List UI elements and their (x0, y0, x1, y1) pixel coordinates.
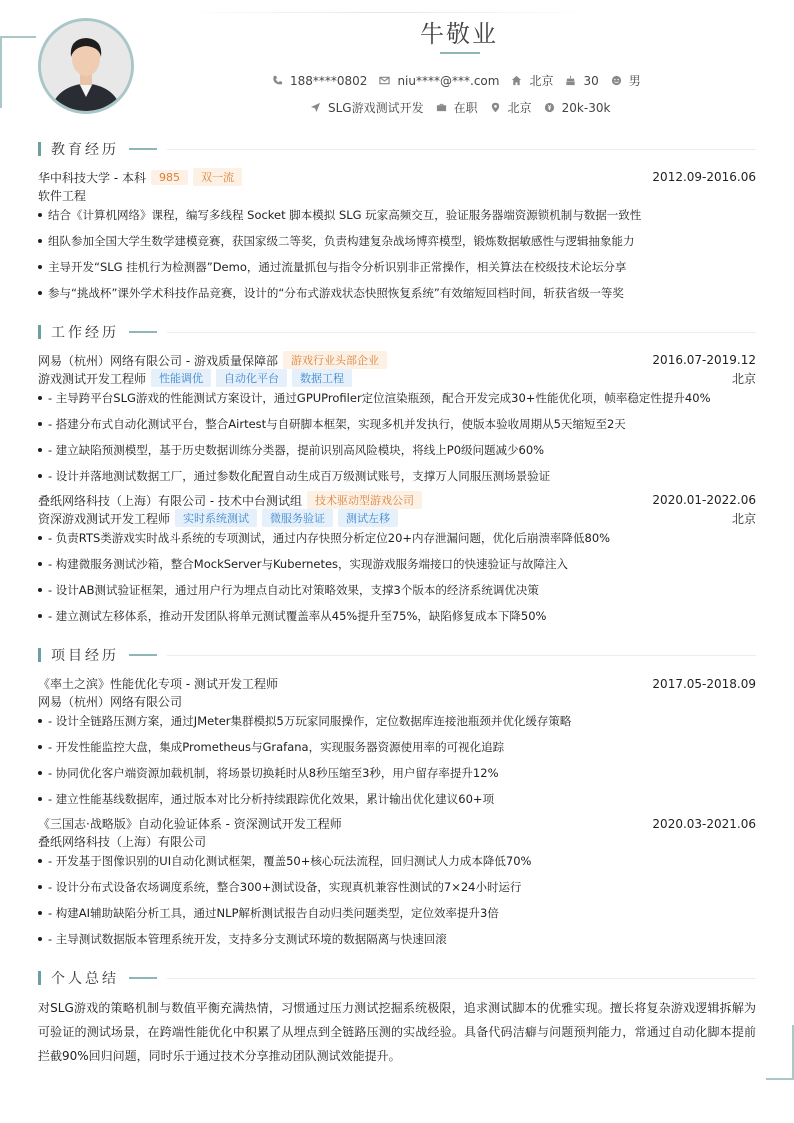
location-pin-icon (490, 102, 501, 113)
project-company: 网易（杭州）网络有限公司 (38, 695, 183, 709)
list-item-text: 参与“挑战杯”课外学术科技作品竞赛，设计的“分布式游戏状态快照恢复系统”有效缩短回档时间，斩获省级一等奖 (48, 286, 624, 300)
list-item (38, 416, 756, 432)
list-item (38, 853, 756, 869)
project-company-row (38, 833, 756, 850)
bullet-dot (38, 719, 42, 723)
job-intention-row (310, 99, 622, 116)
job-company: 叠纸网络科技（上海）有限公司 - 技术中台测试组 (38, 493, 302, 508)
job-header (38, 351, 756, 369)
project-company-row (38, 693, 756, 710)
job-role-row (38, 369, 756, 387)
project-period: 2017.05-2018.09 (652, 676, 756, 691)
age-text: 30 (583, 73, 599, 88)
list-item (38, 442, 756, 458)
email-icon (379, 75, 390, 86)
list-item (38, 713, 756, 729)
bullet-dot (38, 911, 42, 915)
section-bar (38, 971, 41, 985)
skill-tag: 数据工程 (292, 369, 352, 387)
education-header (38, 168, 756, 186)
education-major: 软件工程 (38, 189, 87, 203)
section-title-work (38, 323, 756, 341)
list-item (38, 468, 756, 484)
list-item-text: - 开发基于图像识别的UI自动化测试框架，覆盖50+核心玩法流程，回归测试人力成本降低70% (48, 854, 532, 868)
section-rule (167, 332, 756, 333)
bullet-dot (38, 422, 42, 426)
bullet-dot (38, 771, 42, 775)
status-item (436, 99, 478, 116)
bullet-dot (38, 265, 42, 269)
job-header (38, 491, 756, 509)
skill-tag: 实时系统测试 (175, 509, 257, 527)
status-text: 在职 (453, 101, 478, 115)
list-item-text: - 建立测试左移体系，推动开发团队将单元测试覆盖率从45%提升至75%，缺陷修复成本下降50% (48, 609, 547, 623)
section-rule (167, 655, 756, 656)
job-role: 游戏测试开发工程师 (38, 371, 147, 386)
contact-info-row (272, 72, 653, 89)
list-item (38, 556, 756, 572)
bullet-dot (38, 885, 42, 889)
list-item-text: - 主导测试数据版本管理系统开发，支持多分支测试环境的数据隔离与快速回滚 (48, 932, 447, 946)
bullet-dot (38, 614, 42, 618)
list-item-text: - 设计AB测试验证框架，通过用户行为埋点自动比对策略效果，支撑3个版本的经济系统调优决策 (48, 583, 539, 597)
list-item (38, 765, 756, 781)
list-item-text: - 设计并落地测试数据工厂，通过参数化配置自动生成百万级测试账号，支撑万人同服压测场景验证 (48, 469, 551, 483)
section-bar (38, 142, 41, 156)
section-title-text: 工作经历 (51, 325, 119, 341)
list-item-text: - 设计分布式设备农场调度系统，整合300+测试设备，实现真机兼容性测试的7×24小时运行 (48, 880, 522, 894)
section-accent-line (129, 148, 157, 150)
project-company: 叠纸网络科技（上海）有限公司 (38, 835, 207, 849)
project-name: 《率土之滨》性能优化专项 - 测试开发工程师 (38, 677, 278, 691)
list-item (38, 207, 756, 223)
list-item (38, 390, 756, 406)
list-item-text: - 协同优化客户端资源加载机制，将场景切换耗时从8秒压缩至3秒，用户留存率提升12% (48, 766, 499, 780)
bullet-dot (38, 291, 42, 295)
section-accent-line (129, 977, 157, 979)
list-item (38, 791, 756, 807)
gender-text: 男 (628, 74, 641, 88)
skill-tag: 微服务验证 (262, 509, 333, 527)
company-tag: 技术驱动型游戏公司 (307, 491, 422, 509)
home-icon (511, 75, 522, 86)
bullet-dot (38, 239, 42, 243)
list-item-text: - 搭建分布式自动化测试平台，整合Airtest与自研脚本框架，实现多机并发执行，使版本验收周期从5天缩短至2天 (48, 417, 626, 431)
section-title-summary (38, 969, 756, 987)
section-title-projects (38, 646, 756, 664)
job-period: 2020.01-2022.06 (652, 493, 756, 507)
list-item (38, 530, 756, 546)
section-bar (38, 648, 41, 662)
list-item (38, 739, 756, 755)
skill-tag: 自动化平台 (216, 369, 287, 387)
job-role-row (38, 509, 756, 527)
section-rule (167, 149, 756, 150)
phone-text: 188****0802 (290, 73, 368, 88)
list-item (38, 582, 756, 598)
salary-item (544, 101, 611, 115)
bullet-dot (38, 448, 42, 452)
briefcase-icon (436, 102, 447, 113)
company-tag: 游戏行业头部企业 (283, 351, 387, 369)
target-city-text: 北京 (507, 101, 532, 115)
list-item-text: - 建立缺陷预测模型，基于历史数据训练分类器，提前识别高风险模块，将线上P0级问题减少60% (48, 443, 545, 457)
list-item-text: - 构建AI辅助缺陷分析工具，通过NLP解析测试报告自动归类问题类型，定位效率提升3倍 (48, 906, 499, 920)
bullet-dot (38, 213, 42, 217)
bullet-dot (38, 797, 42, 801)
list-item-text: - 构建微服务测试沙箱，整合MockServer与Kubernetes，实现游戏服务端接口的快速验证与故障注入 (48, 557, 569, 571)
list-item (38, 259, 756, 275)
email-text: niu****@***.com (397, 73, 500, 88)
bullet-dot (38, 474, 42, 478)
bullet-dot (38, 859, 42, 863)
target-job-text: SLG游戏测试开发 (328, 101, 424, 115)
education-tag: 985 (151, 170, 188, 185)
list-item-text: 组队参加全国大学生数学建模竞赛，获国家级二等奖，负责构建复杂战场博弈模型，锻炼数据敏感性与逻辑抽象能力 (48, 234, 635, 248)
project-name: 《三国志·战略版》自动化验证体系 - 资深测试开发工程师 (38, 817, 342, 831)
list-item-text: - 开发性能监控大盘，集成Prometheus与Grafana，实现服务器资源使用率的可视化追踪 (48, 740, 505, 754)
section-title-education (38, 140, 756, 158)
city-text: 北京 (529, 74, 554, 88)
target-city-item (490, 99, 532, 116)
city-item (511, 72, 553, 89)
list-item-text: 结合《计算机网络》课程，编写多线程 Socket 脚本模拟 SLG 玩家高频交互，验证服务器端资源锁机制与数据一致性 (48, 208, 642, 222)
job-role: 资深游戏测试开发工程师 (38, 511, 171, 526)
section-title-text: 教育经历 (51, 142, 119, 158)
list-item (38, 905, 756, 921)
corner-decoration-bottom-right (766, 1025, 794, 1080)
list-item-text: - 设计全链路压测方案，通过JMeter集群模拟5万玩家同服操作，定位数据库连接池瓶颈并优化缓存策略 (48, 714, 572, 728)
cake-icon (565, 75, 576, 86)
gender-item (611, 72, 641, 89)
section-title-text: 个人总结 (51, 971, 119, 987)
send-icon (310, 102, 321, 113)
education-tag: 双一流 (193, 168, 242, 186)
section-title-text: 项目经历 (51, 648, 119, 664)
list-item-text: 主导开发“SLG 挂机行为检测器”Demo，通过流量抓包与指令分析识别非正常操作，相关算法在校级技术论坛分享 (48, 260, 627, 274)
section-accent-line (129, 654, 157, 656)
phone-icon (272, 75, 283, 86)
phone-item (272, 74, 367, 88)
skill-tag: 性能调优 (151, 369, 211, 387)
section-bar (38, 325, 41, 339)
target-job-item (310, 99, 424, 116)
section-accent-line (129, 331, 157, 333)
name-underline (440, 52, 480, 54)
list-item-text: - 负责RTS类游戏实时战斗系统的专项测试，通过内存快照分析定位20+内存泄漏问题，优化后崩溃率降低80% (48, 531, 611, 545)
list-item (38, 608, 756, 624)
job-location: 北京 (731, 371, 756, 386)
bullet-dot (38, 562, 42, 566)
section-rule (167, 978, 756, 979)
skill-tag: 测试左移 (338, 509, 398, 527)
job-period: 2016.07-2019.12 (652, 353, 756, 367)
project-header (38, 675, 756, 692)
job-location: 北京 (731, 511, 756, 526)
candidate-name: 牛敬业 (420, 20, 498, 48)
salary-text: 20k-30k (561, 100, 611, 115)
bullet-dot (38, 745, 42, 749)
project-header (38, 815, 756, 832)
summary-text: 对SLG游戏的策略机制与数值平衡充满热情，习惯通过压力测试挖掘系统极限，追求测试脚本的优雅实现。擅长将复杂游戏逻辑拆解为可验证的测试场景，在跨端性能优化中积累了从埋点到全链路压测的实战经验。具备代码洁癖与问题预判能力，常通过自动化脚本提前拦截90%回归问题，同时乐于通过技术分享推动团队测试效能提升。 (38, 1001, 756, 1063)
list-item-text: - 主导跨平台SLG游戏的性能测试方案设计，通过GPUProfiler定位渲染瓶颈，配合开发完成30+性能优化项，帧率稳定性提升40% (48, 391, 711, 405)
bullet-dot (38, 588, 42, 592)
education-major-row (38, 187, 756, 204)
education-period: 2012.09-2016.06 (652, 170, 756, 184)
job-company: 网易（杭州）网络有限公司 - 游戏质量保障部 (38, 353, 278, 368)
bullet-dot (38, 937, 42, 941)
top-divider (180, 12, 594, 13)
money-icon (544, 102, 555, 113)
list-item (38, 285, 756, 301)
bullet-dot (38, 396, 42, 400)
school-name: 华中科技大学 - 本科 (38, 170, 146, 185)
email-item (379, 74, 499, 88)
age-item (565, 74, 598, 88)
list-item (38, 879, 756, 895)
list-item-text: - 建立性能基线数据库，通过版本对比分析持续跟踪优化效果，累计输出优化建议60+项 (48, 792, 495, 806)
list-item (38, 931, 756, 947)
project-period: 2020.03-2021.06 (652, 816, 756, 831)
list-item (38, 233, 756, 249)
bullet-dot (38, 536, 42, 540)
face-icon (611, 75, 622, 86)
